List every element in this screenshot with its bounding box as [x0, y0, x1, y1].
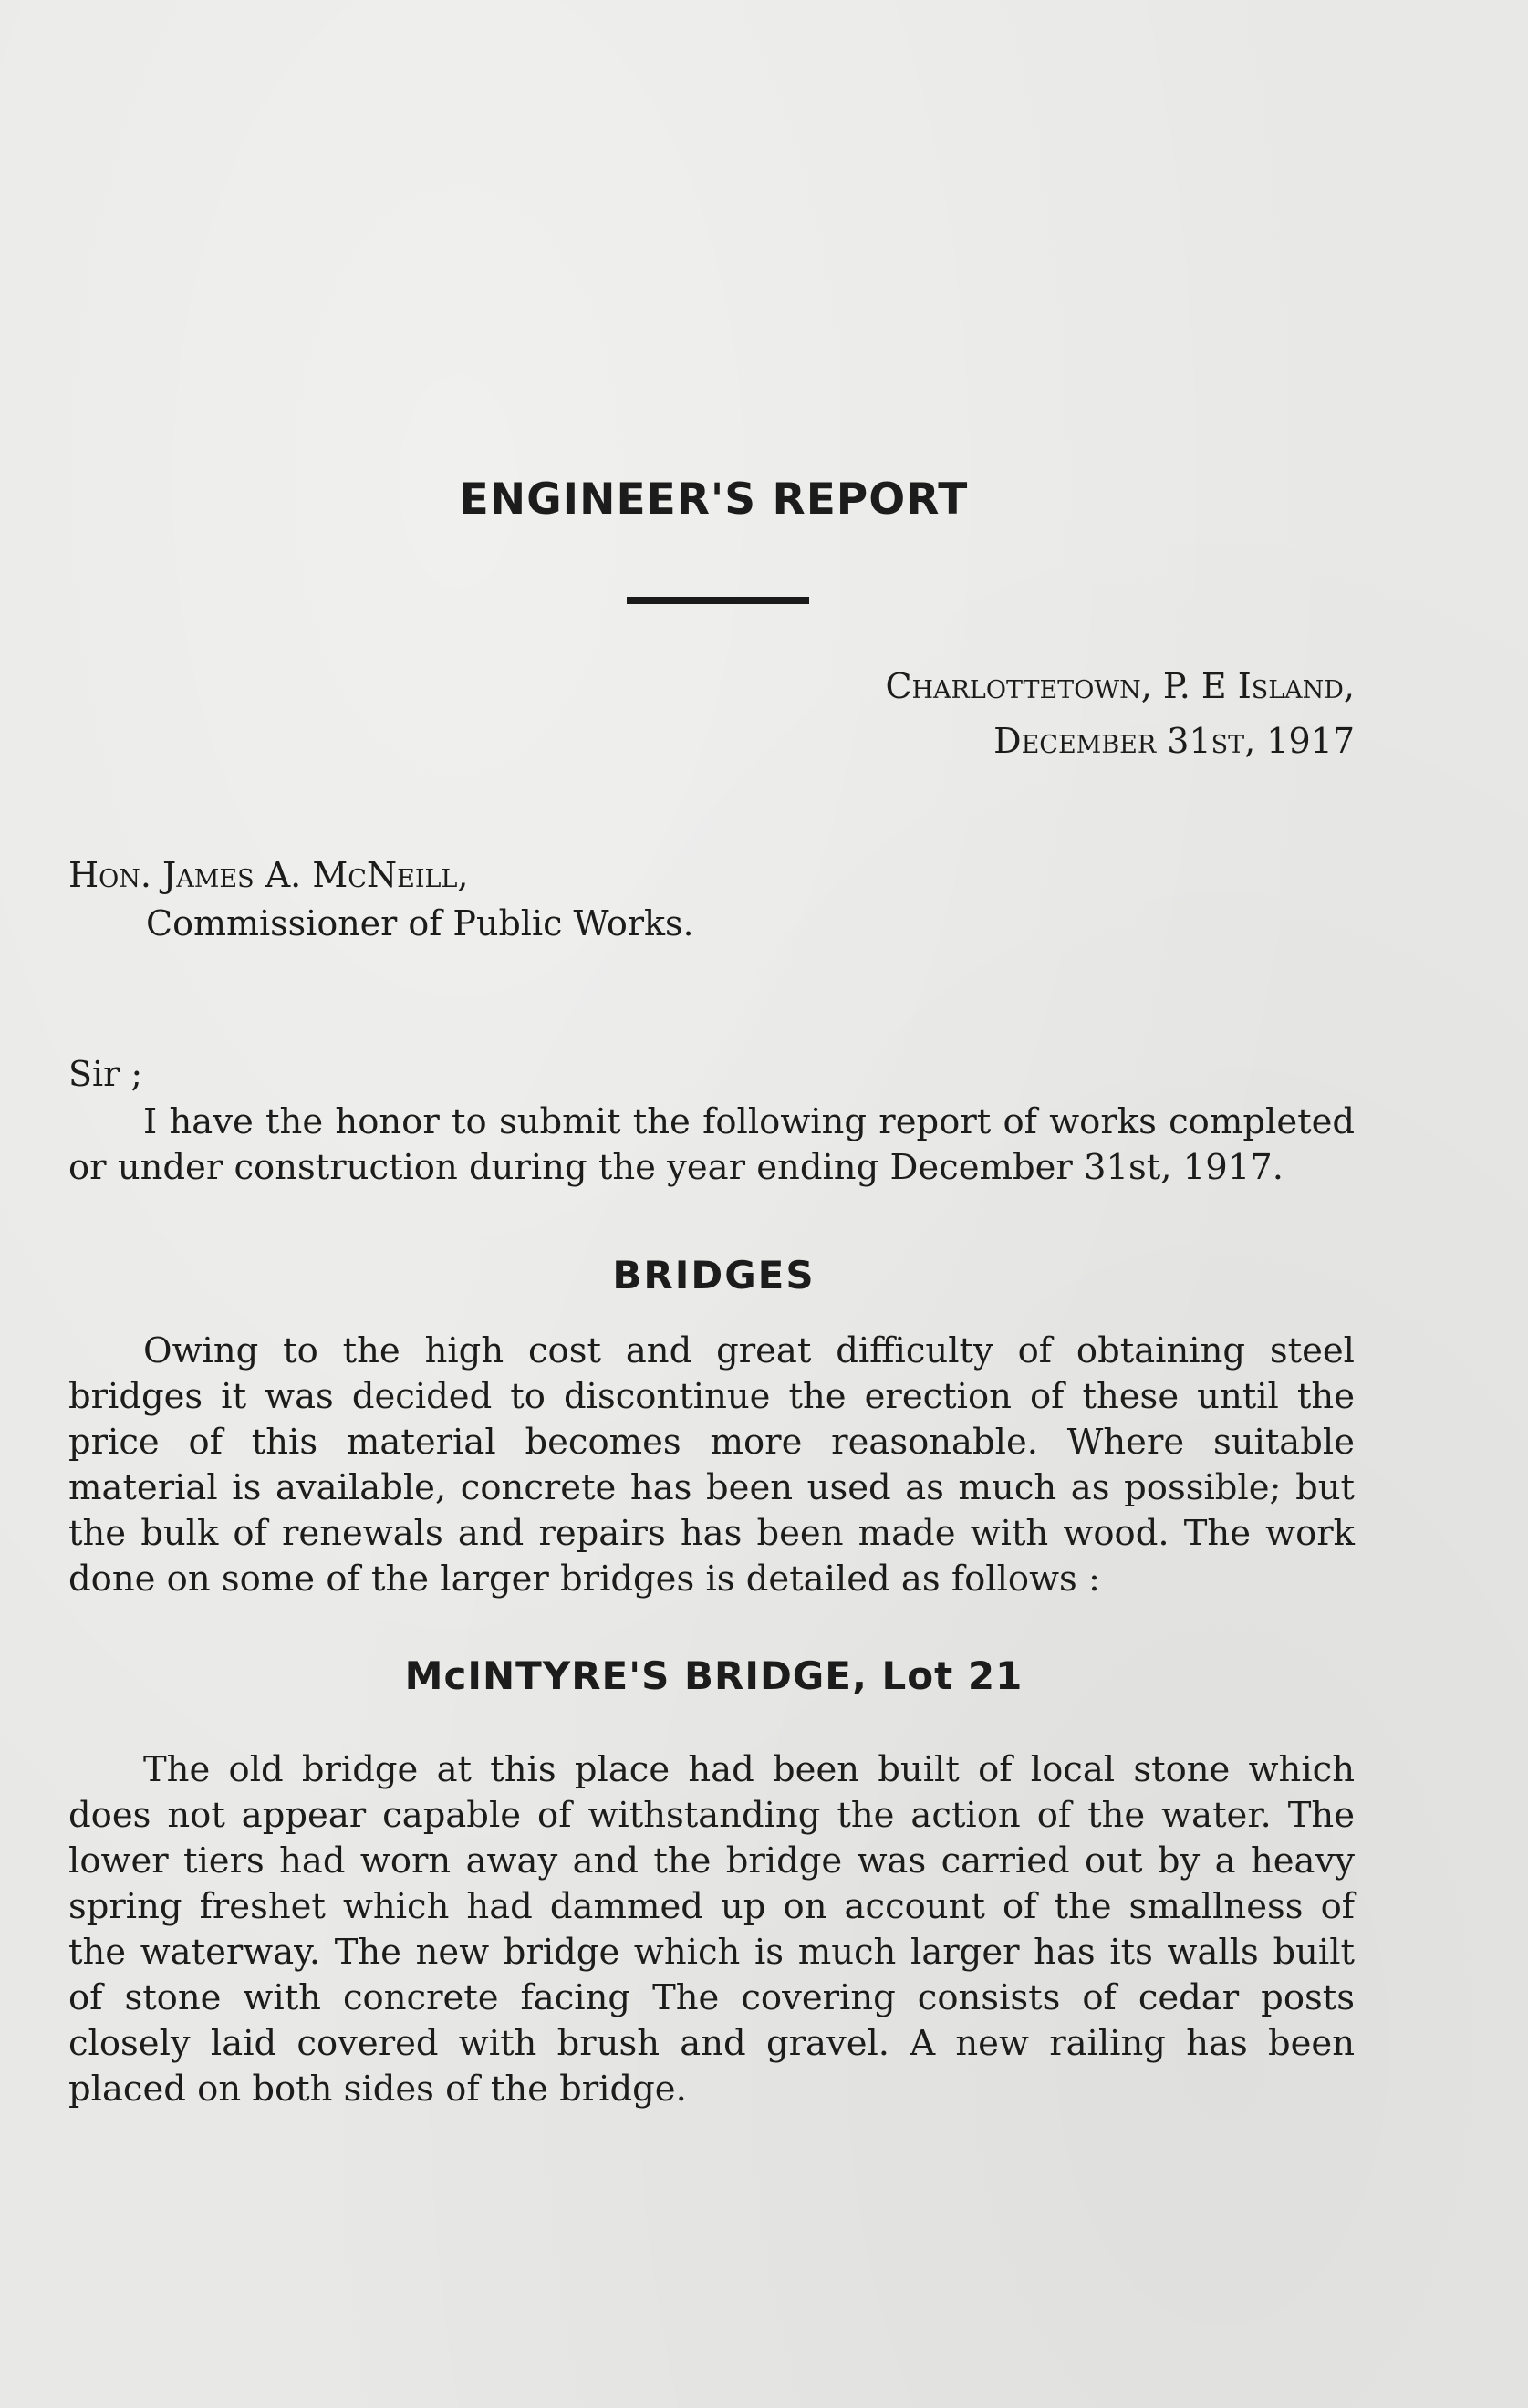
- addressee-role: Commissioner of Public Works.: [146, 903, 694, 943]
- salutation: Sir ;: [68, 1054, 143, 1094]
- addressee-name: Hon. James A. McNeill,: [68, 855, 469, 895]
- intro-paragraph: I have the honor to submit the following report of works completed or under construction during the year ending December 31st, 1917.: [68, 1101, 1355, 1188]
- report-title: ENGINEER'S REPORT: [459, 474, 969, 525]
- section-heading-bridges: BRIDGES: [612, 1253, 816, 1298]
- date-line: December 31st, 1917: [993, 721, 1355, 761]
- title-divider-rule: [627, 597, 809, 604]
- mcintyres-bridge-paragraph: The old bridge at this place had been built of local stone which does not appear capable of withstanding the action of the water. The lower tiers had worn away and the bridge was carried out by a heavy spring freshet which had dammed up on account of the smallness of the waterway. The new bridge which is much larger has its walls built of stone with concrete facing The covering consists of cedar posts closely laid covered with brush and gravel. A new railing has been placed on both sides of the bridge.: [68, 1749, 1355, 2110]
- place-line: Charlottetown, P. E Island,: [885, 666, 1355, 706]
- bridges-paragraph: Owing to the high cost and great difficulty of obtaining steel bridges it was decided to discontinue the erection of these until the price of this material becomes more reasonable. Where suitable material is available, concrete has been used as much as possible; but the bulk of renewals and repairs has been made with wood. The work done on some of the larger bridges is detailed as follows :: [68, 1330, 1355, 1600]
- subsection-heading-mcintyres-bridge: McINTYRE'S BRIDGE, Lot 21: [404, 1653, 1024, 1698]
